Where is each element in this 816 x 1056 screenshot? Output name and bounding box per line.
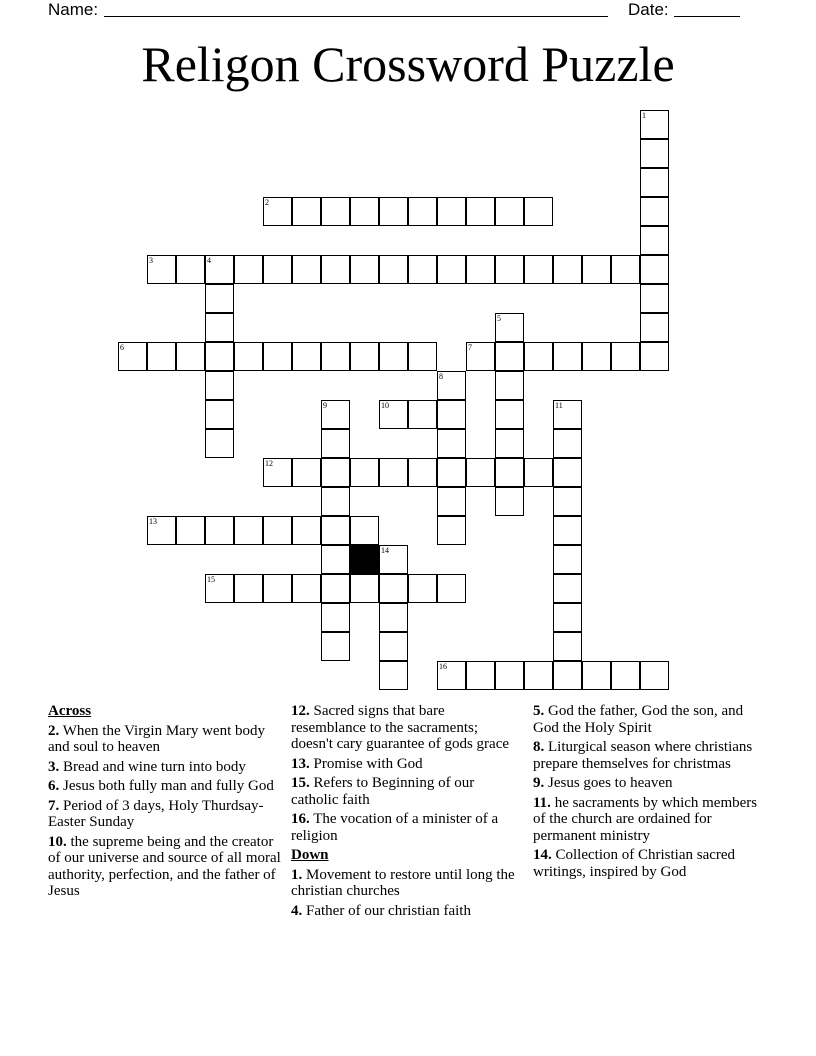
grid-cell[interactable] [234, 574, 263, 603]
grid-cell[interactable] [263, 342, 292, 371]
grid-cell[interactable] [176, 516, 205, 545]
grid-cell[interactable] [350, 255, 379, 284]
grid-cell[interactable] [205, 371, 234, 400]
clue-across-15: 15. Refers to Beginning of our catholic faith [291, 775, 475, 808]
grid-cell[interactable] [292, 197, 321, 226]
grid-cell[interactable] [350, 574, 379, 603]
grid-cell[interactable] [611, 342, 640, 371]
clue-number: 2 [265, 198, 269, 207]
grid-cell[interactable] [408, 342, 437, 371]
grid-cell[interactable] [553, 632, 582, 661]
grid-cell[interactable] [379, 342, 408, 371]
grid-cell[interactable] [466, 197, 495, 226]
clue-number: 6 [120, 343, 124, 352]
grid-cell[interactable] [553, 400, 582, 429]
grid-cell[interactable] [524, 458, 553, 487]
grid-cell[interactable] [495, 255, 524, 284]
grid-cell[interactable] [263, 255, 292, 284]
grid-cell[interactable] [379, 574, 408, 603]
grid-cell[interactable] [234, 255, 263, 284]
grid-cell[interactable] [205, 342, 234, 371]
grid-cell[interactable] [553, 458, 582, 487]
grid-cell[interactable] [553, 661, 582, 690]
grid-cell[interactable] [321, 632, 350, 661]
across-heading: Across [48, 703, 92, 719]
clue-across-16: 16. The vocation of a minister of a religion [291, 811, 499, 844]
clue-number: 5 [497, 314, 501, 323]
grid-cell[interactable] [263, 197, 292, 226]
grid-cell[interactable] [495, 400, 524, 429]
clue-number: 11 [555, 401, 563, 410]
grid-cell[interactable] [292, 342, 321, 371]
grid-cell[interactable] [321, 603, 350, 632]
grid-cell[interactable] [408, 574, 437, 603]
grid-cell[interactable] [582, 342, 611, 371]
clue-across-2: 2. When the Virgin Mary went body and soul to heaven [48, 722, 265, 755]
grid-cell[interactable] [553, 255, 582, 284]
grid-cell[interactable] [292, 458, 321, 487]
clue-number: 7 [468, 343, 472, 352]
grid-cell[interactable] [321, 487, 350, 516]
grid-cell[interactable] [321, 545, 350, 574]
grid-cell[interactable] [466, 458, 495, 487]
grid-cell[interactable] [437, 371, 466, 400]
grid-cell[interactable] [292, 516, 321, 545]
clue-down-1: 1. Movement to restore until long the christian churches [291, 866, 515, 899]
grid-cell[interactable] [321, 429, 350, 458]
grid-cell[interactable] [379, 458, 408, 487]
grid-cell[interactable] [205, 429, 234, 458]
clue-number: 13 [149, 517, 157, 526]
grid-cell[interactable] [640, 168, 669, 197]
clue-across-6: 6. Jesus both fully man and fully God [48, 778, 274, 794]
clue-down-8: 8. Liturgical season where christians prepare themselves for christmas [533, 739, 753, 772]
clue-number: 3 [149, 256, 153, 265]
grid-cell[interactable] [553, 516, 582, 545]
grid-cell[interactable] [437, 574, 466, 603]
grid-cell[interactable] [292, 255, 321, 284]
grid-cell[interactable] [350, 458, 379, 487]
grid-cell[interactable] [640, 284, 669, 313]
grid-cell[interactable] [321, 255, 350, 284]
grid-cell[interactable] [408, 255, 437, 284]
grid-cell[interactable] [379, 661, 408, 690]
grid-cell[interactable] [437, 400, 466, 429]
grid-cell[interactable] [640, 139, 669, 168]
grid-cell[interactable] [205, 574, 234, 603]
grid-cell[interactable] [176, 342, 205, 371]
grid-cell[interactable] [379, 197, 408, 226]
grid-cell[interactable] [234, 516, 263, 545]
grid-cell[interactable] [524, 661, 553, 690]
grid-cell[interactable] [176, 255, 205, 284]
grid-cell[interactable] [408, 458, 437, 487]
grid-cell[interactable] [321, 458, 350, 487]
clue-down-11: 11. he sacraments by which members of the church are ordained for permanent ministry [533, 794, 758, 844]
clue-across-3: 3. Bread and wine turn into body [48, 758, 246, 775]
grid-cell[interactable] [408, 197, 437, 226]
grid-cell[interactable] [524, 197, 553, 226]
grid-cell[interactable] [234, 342, 263, 371]
clue-number: 12 [265, 459, 273, 468]
grid-cell[interactable] [437, 487, 466, 516]
grid-cell[interactable] [553, 342, 582, 371]
grid-cell[interactable] [495, 661, 524, 690]
clue-down-14: 14. Collection of Christian sacred writings, inspired by God [533, 847, 736, 880]
grid-cell[interactable] [437, 197, 466, 226]
grid-cell[interactable] [437, 429, 466, 458]
grid-cell[interactable] [147, 342, 176, 371]
grid-cell[interactable] [379, 255, 408, 284]
grid-cell[interactable] [524, 342, 553, 371]
grid-cell[interactable] [118, 342, 147, 371]
grid-cell[interactable] [640, 661, 669, 690]
grid-cell[interactable] [205, 255, 234, 284]
clue-number: 15 [207, 575, 215, 584]
date-label: Date: [628, 0, 669, 19]
grid-cell[interactable] [379, 545, 408, 574]
clue-number: 14 [381, 546, 389, 555]
grid-cell[interactable] [379, 632, 408, 661]
grid-cell[interactable] [321, 197, 350, 226]
grid-cell[interactable] [466, 342, 495, 371]
clue-across-13: 13. Promise with God [291, 755, 423, 772]
grid-cell[interactable] [147, 516, 176, 545]
grid-cell[interactable] [582, 661, 611, 690]
grid-cell[interactable] [350, 197, 379, 226]
grid-cell[interactable] [379, 400, 408, 429]
grid-cell[interactable] [495, 197, 524, 226]
grid-cell[interactable] [640, 255, 669, 284]
grid-cell[interactable] [640, 342, 669, 371]
grid-cell[interactable] [437, 458, 466, 487]
grid-cell[interactable] [640, 110, 669, 139]
grid-cell[interactable] [582, 255, 611, 284]
clue-number: 8 [439, 372, 443, 381]
grid-cell[interactable] [263, 574, 292, 603]
grid-cell[interactable] [350, 342, 379, 371]
grid-cell[interactable] [408, 400, 437, 429]
grid-cell[interactable] [466, 255, 495, 284]
clue-down-5: 5. God the father, God the son, and God the Holy Spirit [533, 703, 744, 736]
grid-cell[interactable] [611, 255, 640, 284]
grid-cell[interactable] [640, 313, 669, 342]
grid-cell[interactable] [495, 458, 524, 487]
clue-number: 10 [381, 401, 389, 410]
clues-column-1 [48, 703, 286, 903]
grid-cell[interactable] [263, 458, 292, 487]
grid-cell[interactable] [553, 603, 582, 632]
page-title: Religon Crossword Puzzle [141, 36, 675, 92]
grid-cell[interactable] [437, 516, 466, 545]
down-heading: Down [291, 847, 329, 863]
clue-number: 1 [642, 111, 646, 120]
grid-cell[interactable] [495, 429, 524, 458]
clue-across-7: 7. Period of 3 days, Holy Thurdsay-Easter Sunday [48, 797, 264, 830]
grid-cell[interactable] [437, 661, 466, 690]
grid-cell[interactable] [263, 516, 292, 545]
name-label: Name: [48, 0, 99, 19]
grid-cell[interactable] [321, 516, 350, 545]
grid-cell[interactable] [147, 255, 176, 284]
clues-column-2 [291, 703, 523, 922]
clue-number: 9 [323, 401, 327, 410]
clues-column-3 [533, 703, 769, 883]
grid-cell[interactable] [524, 255, 553, 284]
grid-cell[interactable] [495, 342, 524, 371]
grid-cell[interactable] [553, 545, 582, 574]
grid-cell[interactable] [466, 661, 495, 690]
grid-cell[interactable] [611, 661, 640, 690]
clue-across-12: 12. Sacred signs that bare resemblance to the sacraments; doesn't cary guarantee of gods grace [291, 703, 510, 752]
grid-cell[interactable] [321, 574, 350, 603]
grid-cell[interactable] [205, 313, 234, 342]
grid-cell[interactable] [379, 603, 408, 632]
grid-cell[interactable] [321, 342, 350, 371]
grid-cell[interactable] [205, 516, 234, 545]
grid-cell[interactable] [437, 255, 466, 284]
grid-cell[interactable] [205, 400, 234, 429]
grid-cell[interactable] [350, 516, 379, 545]
grid-cell[interactable] [495, 313, 524, 342]
clue-number: 4 [207, 256, 211, 265]
clue-across-10: 10. the supreme being and the creator of our universe and source of all moral authority, perfection, and the father of Jesus [48, 833, 281, 899]
grid-cell[interactable] [292, 574, 321, 603]
grid-cell[interactable] [205, 284, 234, 313]
grid-cell[interactable] [553, 429, 582, 458]
clue-down-9: 9. Jesus goes to heaven [533, 775, 673, 791]
grid-cell[interactable] [640, 197, 669, 226]
grid-cell[interactable] [553, 487, 582, 516]
grid-cell[interactable] [321, 400, 350, 429]
black-square [350, 545, 379, 574]
clue-number: 16 [439, 662, 447, 671]
grid-cell[interactable] [553, 574, 582, 603]
clue-down-4: 4. Father of our christian faith [291, 902, 471, 919]
grid-cell[interactable] [495, 371, 524, 400]
grid-cell[interactable] [640, 226, 669, 255]
grid-cell[interactable] [495, 487, 524, 516]
